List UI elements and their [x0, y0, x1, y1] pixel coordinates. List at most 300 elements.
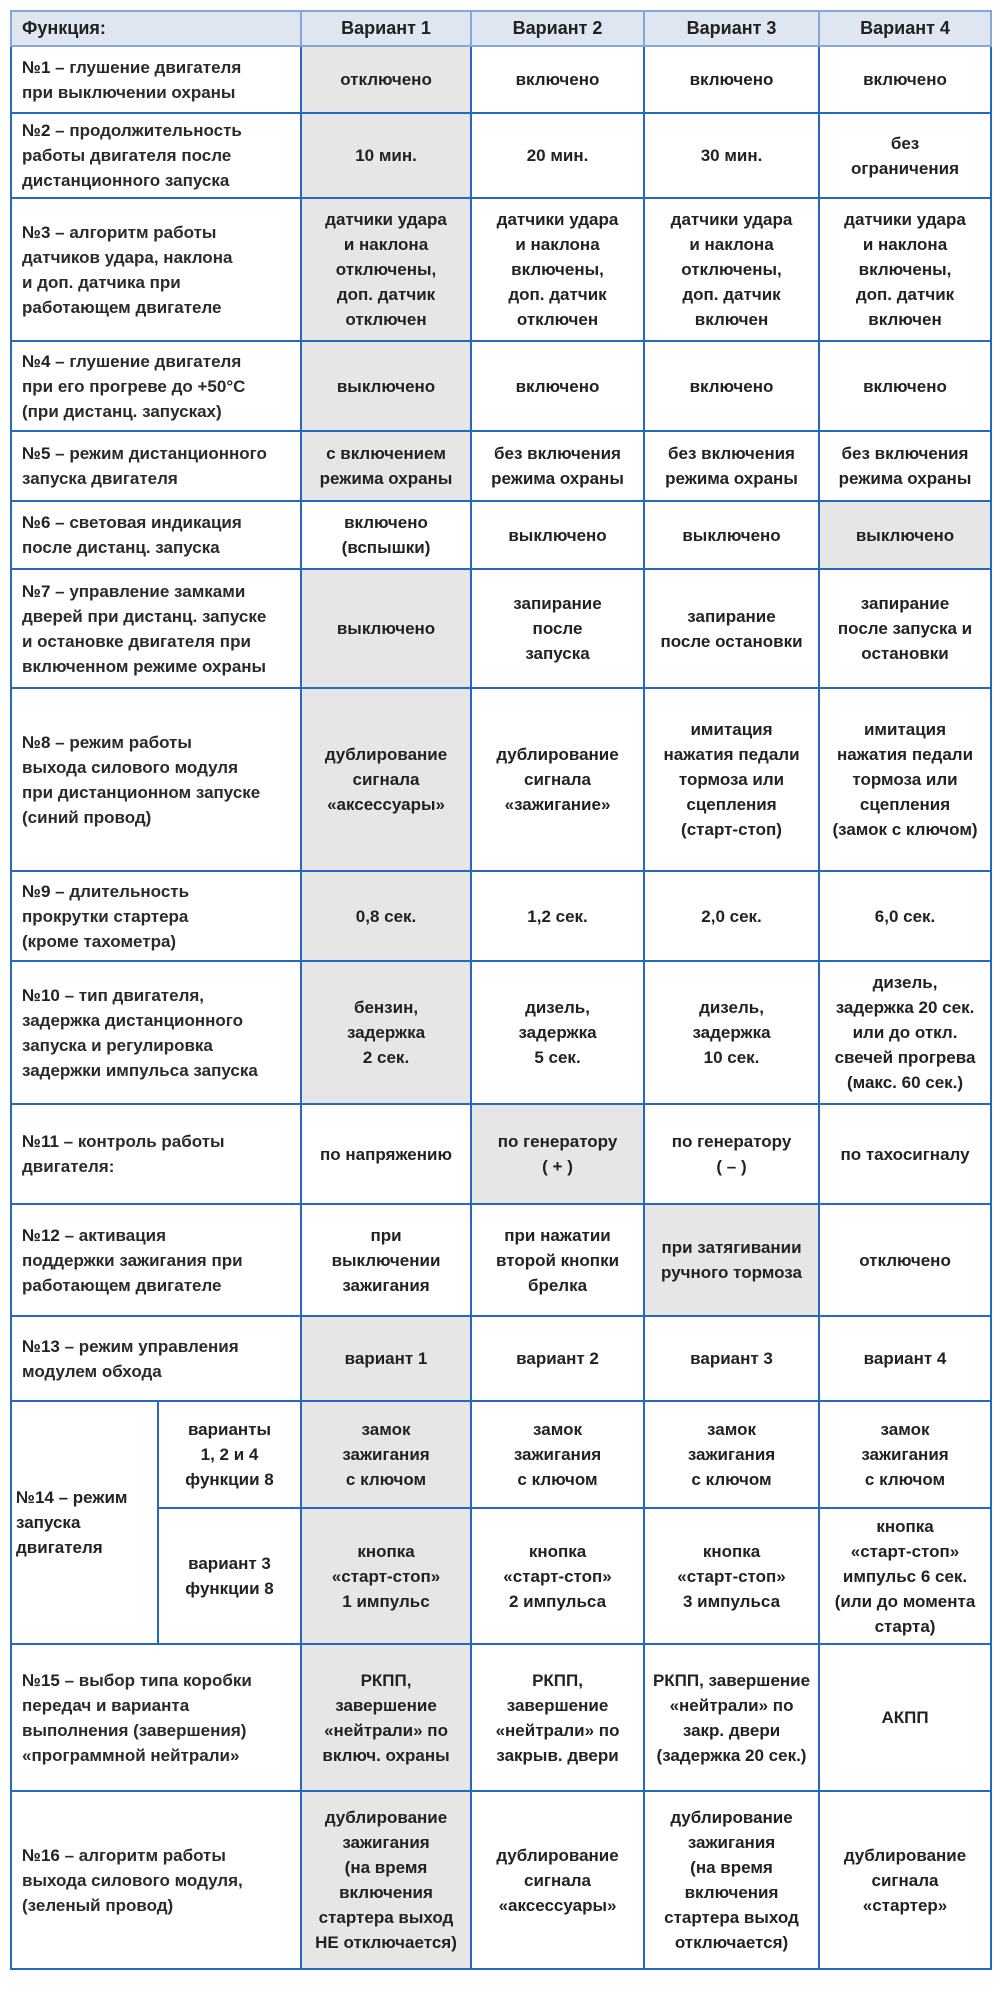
cell-text-line: доп. датчик — [336, 285, 436, 304]
cell-text-line: без включения — [841, 444, 969, 463]
cell-text-line: 6,0 сек. — [874, 906, 936, 926]
cell-text-line: имитация — [690, 720, 773, 739]
cell-text-line: 10 мин. — [355, 146, 417, 165]
function-name-cell — [11, 871, 301, 961]
cell-text-line: «старт-стоп» — [331, 1566, 441, 1586]
cell-text-line: кнопка — [876, 1516, 934, 1536]
column-header-variant-1: Вариант 1 — [301, 11, 471, 46]
variant-2-value-cell — [471, 1316, 644, 1401]
cell-text-line: сцепления — [859, 795, 951, 814]
function-description: задержки импульса запуска — [22, 1060, 258, 1080]
function-description: – алгоритм работы — [55, 222, 217, 242]
function-description: «программной нейтрали» — [22, 1745, 240, 1765]
function-number: №13 — [22, 1336, 60, 1356]
variant-2-value-cell — [471, 1508, 644, 1644]
cell-text-line: или до откл. — [852, 1023, 958, 1042]
function-description-line — [22, 1743, 294, 1768]
function-name-cell — [11, 1204, 301, 1316]
cell-text-line: доп. датчик — [682, 285, 781, 304]
cell-text-line: дизель, — [699, 998, 764, 1017]
variant-1-value-cell — [301, 341, 471, 431]
function-description: – активация — [64, 1225, 167, 1245]
function-row — [11, 569, 991, 688]
variant-2-value-cell — [471, 1644, 644, 1791]
function-description: при дистанционном запуске — [22, 782, 261, 802]
function-description: (при дистанц. запусках) — [22, 401, 222, 421]
variant-2-value-cell — [471, 1104, 644, 1204]
function-number: №5 — [22, 444, 51, 463]
cell-text-line: остановки — [861, 644, 949, 663]
variant-1-value-cell — [301, 113, 471, 198]
function-name-cell — [11, 961, 301, 1104]
function-name-cell — [11, 688, 301, 871]
cell-text-line: ( + ) — [542, 1157, 573, 1176]
sub-condition-cell — [158, 1508, 301, 1644]
cell-text-line: дублирование — [670, 1808, 793, 1827]
variant-4-value-cell — [819, 341, 991, 431]
function-description: (зеленый провод) — [22, 1895, 174, 1915]
function-description: – выбор типа коробки — [64, 1670, 252, 1690]
variant-3-value-cell — [644, 871, 819, 961]
cell-text-line: (или до момента — [834, 1591, 976, 1611]
function-description-line — [22, 1033, 294, 1058]
cell-text-line: задержка 20 сек. — [835, 998, 975, 1017]
function-description-line — [22, 904, 294, 929]
cell-text-line: (макс. 60 сек.) — [846, 1073, 964, 1092]
function-description-line — [22, 1248, 294, 1273]
cell-text-line: функции 8 — [185, 1579, 274, 1598]
function-description: и остановке двигателя при — [22, 631, 251, 651]
function-row — [11, 961, 991, 1104]
cell-text-line: нажатия педали — [836, 745, 974, 764]
cell-text-line: зажигания — [342, 1445, 430, 1464]
function-name-cell — [11, 113, 301, 198]
cell-text-line: стартера выход — [664, 1908, 799, 1927]
function-row-14-sub — [11, 1508, 991, 1644]
cell-text-line: нажатия педали — [663, 745, 800, 764]
function-description-line — [22, 1718, 294, 1743]
cell-text-line: брелка — [527, 1275, 588, 1295]
function-description: двигателя — [16, 1538, 103, 1557]
function-description-line — [22, 143, 294, 168]
variant-1-value-cell — [301, 1401, 471, 1508]
function-description-line — [22, 1129, 294, 1154]
variant-2-value-cell — [471, 1401, 644, 1508]
variant-3-value-cell — [644, 1508, 819, 1644]
variant-3-value-cell — [644, 569, 819, 688]
cell-text-line: включено — [689, 376, 774, 396]
function-description: запуска и регулировка — [22, 1035, 213, 1055]
cell-text-line: вариант 3 — [690, 1349, 773, 1368]
function-description-line — [22, 1693, 294, 1718]
variant-1-value-cell — [301, 688, 471, 871]
function-name-cell — [11, 46, 301, 113]
cell-text-line: задержка — [518, 1023, 597, 1042]
function-name-cell — [11, 431, 301, 501]
cell-text-line: включено — [689, 70, 774, 89]
cell-text-line: 2,0 сек. — [701, 906, 762, 926]
cell-text-line: закр. двери — [682, 1720, 781, 1740]
function-description-line — [22, 730, 294, 755]
cell-text-line: при — [370, 1225, 402, 1245]
variant-4-value-cell — [819, 688, 991, 871]
variant-4-value-cell — [819, 46, 991, 113]
variant-2-value-cell — [471, 431, 644, 501]
function-description: (синий провод) — [22, 807, 152, 827]
function-description: – алгоритм работы — [64, 1845, 226, 1865]
function-number: №15 — [22, 1670, 60, 1690]
cell-text-line: и наклона — [343, 235, 429, 254]
cell-text-line: замок — [361, 1420, 411, 1439]
function-description-line — [22, 983, 294, 1008]
cell-text-line: варианты — [187, 1420, 272, 1439]
variant-2-value-cell — [471, 46, 644, 113]
function-description-line — [22, 1843, 294, 1868]
cell-text-line: включения — [684, 1883, 779, 1902]
cell-text-line: отключены, — [335, 260, 437, 279]
cell-text-line: «старт-стоп» — [850, 1541, 960, 1561]
variant-2-value-cell — [471, 198, 644, 341]
cell-text-line: включены, — [511, 260, 604, 279]
cell-text-line: по генератору — [671, 1132, 792, 1151]
variant-4-value-cell — [819, 569, 991, 688]
cell-text-line: ручного тормоза — [661, 1263, 802, 1282]
cell-text-line: отключен — [516, 310, 599, 329]
function-row — [11, 1104, 991, 1204]
cell-text-line: по напряжению — [320, 1144, 452, 1164]
cell-text-line: «зажигание» — [504, 795, 611, 814]
cell-text-line: кнопка — [357, 1541, 415, 1561]
cell-text-line: сигнала — [352, 770, 420, 789]
function-description-line — [22, 295, 294, 320]
variant-2-value-cell — [471, 113, 644, 198]
function-description-line — [22, 535, 294, 560]
function-description-line — [22, 879, 294, 904]
variant-3-value-cell — [644, 113, 819, 198]
cell-text-line: импульс 6 сек. — [842, 1566, 968, 1586]
cell-text-line: запуска — [525, 644, 590, 663]
function-row — [11, 1644, 991, 1791]
function-description: дистанционного запуска — [22, 171, 230, 190]
cell-text-line: включено — [863, 376, 947, 396]
function-description-line — [22, 1154, 294, 1179]
cell-text-line: при затягивании — [661, 1238, 802, 1257]
cell-text-line: замок — [880, 1420, 930, 1439]
variant-3-value-cell — [644, 198, 819, 341]
function-number: №7 — [22, 581, 51, 601]
variant-2-value-cell — [471, 341, 644, 431]
cell-text-line: доп. датчик — [508, 285, 607, 304]
variant-3-value-cell — [644, 1791, 819, 1969]
function-description: – глушение двигателя — [55, 351, 242, 371]
variant-4-value-cell — [819, 1401, 991, 1508]
cell-text-line: включения — [339, 1883, 433, 1902]
cell-text-line: имитация — [863, 720, 947, 739]
function-description-line — [22, 399, 294, 424]
function-description: запуска двигателя — [22, 469, 178, 488]
cell-text-line: дублирование — [324, 1808, 448, 1827]
cell-text-line: РКПП, — [532, 1670, 583, 1690]
cell-text-line: 20 мин. — [526, 146, 589, 165]
function-description-line — [22, 1058, 294, 1083]
variant-3-value-cell — [644, 1104, 819, 1204]
cell-text-line: отключается) — [674, 1933, 789, 1952]
variant-2-value-cell — [471, 1204, 644, 1316]
function-description-line — [22, 168, 294, 193]
cell-text-line: 3 импульса — [682, 1591, 781, 1611]
cell-text-line: при нажатии — [504, 1225, 611, 1245]
column-header-variant-4: Вариант 4 — [819, 11, 991, 46]
function-description: – продолжительность — [55, 121, 242, 140]
function-description: – режим управления — [64, 1336, 239, 1356]
cell-text-line: датчики удара — [844, 210, 966, 229]
function-number: №9 — [22, 881, 51, 901]
cell-text-line: 0,8 сек. — [355, 906, 417, 926]
function-description: после дистанц. запуска — [22, 538, 220, 557]
function-number: №4 — [22, 351, 51, 371]
cell-text-line: режима охраны — [665, 469, 798, 488]
cell-text-line: датчики удара — [670, 210, 793, 229]
variant-3-value-cell — [644, 341, 819, 431]
function-description: работы двигателя после — [22, 146, 232, 165]
function-number: №10 — [22, 985, 60, 1005]
cell-text-line: выключено — [682, 525, 781, 545]
cell-text-line: замок — [707, 1420, 756, 1439]
function-description-line — [22, 1868, 294, 1893]
cell-text-line: и наклона — [689, 235, 774, 254]
cell-text-line: 1 импульс — [342, 1591, 430, 1611]
cell-text-line: включено — [863, 70, 947, 89]
cell-text-line: 1, 2 и 4 — [200, 1445, 259, 1464]
function-description-line — [22, 1273, 294, 1298]
function-name-cell — [11, 1316, 301, 1401]
function-description: при выключении охраны — [22, 82, 236, 102]
variant-1-value-cell — [301, 1316, 471, 1401]
cell-text-line: режима охраны — [319, 469, 453, 488]
column-header-variant-3: Вариант 3 — [644, 11, 819, 46]
cell-text-line: кнопка — [528, 1541, 587, 1561]
function-name-cell — [11, 198, 301, 341]
variant-4-value-cell — [819, 1104, 991, 1204]
cell-text-line: запирание — [513, 594, 602, 613]
cell-text-line: выключено — [855, 525, 955, 545]
function-description: – контроль работы — [63, 1132, 225, 1151]
cell-text-line: зажигания — [687, 1445, 776, 1464]
cell-text-line: отключены, — [681, 260, 782, 279]
function-description: двигателя: — [22, 1157, 115, 1176]
variant-3-value-cell — [644, 1204, 819, 1316]
cell-text-line: датчики удара — [325, 210, 447, 229]
function-number: №1 — [22, 57, 51, 77]
function-description: работающем двигателе — [22, 297, 222, 317]
cell-text-line: по тахосигналу — [840, 1144, 970, 1164]
cell-text-line: включен — [868, 310, 942, 329]
function-row — [11, 1204, 991, 1316]
function-description-line — [22, 805, 294, 830]
cell-text-line: 2 сек. — [362, 1048, 410, 1067]
variant-2-value-cell — [471, 871, 644, 961]
function-row — [11, 46, 991, 113]
cell-text-line: «аксессуары» — [327, 795, 445, 814]
cell-text-line: 30 мин. — [700, 146, 763, 165]
cell-text-line: (задержка 20 сек.) — [656, 1745, 807, 1765]
function-number: №2 — [22, 121, 51, 140]
cell-text-line: включено — [344, 513, 428, 532]
variant-1-value-cell — [301, 198, 471, 341]
cell-text-line: без — [890, 133, 920, 153]
function-number: №3 — [22, 222, 51, 242]
function-description-line — [22, 245, 294, 270]
cell-text-line: функции 8 — [185, 1470, 274, 1489]
cell-text-line: с ключом — [517, 1470, 598, 1489]
cell-text-line: зажигания — [861, 1445, 949, 1464]
function-description-line — [22, 220, 294, 245]
variant-4-value-cell — [819, 501, 991, 569]
cell-text-line: зажигания — [513, 1445, 602, 1464]
cell-text-line: дублирование — [496, 1845, 619, 1865]
cell-text-line: вариант 4 — [863, 1349, 947, 1368]
variant-4-value-cell — [819, 871, 991, 961]
cell-text-line: включ. охраны — [322, 1745, 450, 1765]
function-name-cell — [11, 1104, 301, 1204]
cell-text-line: без включения — [494, 444, 621, 463]
column-header-function: Функция: — [11, 11, 301, 46]
cell-text-line: зажигания — [342, 1275, 430, 1295]
variant-1-value-cell — [301, 1791, 471, 1969]
function-name-cell — [11, 341, 301, 431]
cell-text-line: завершение — [335, 1695, 437, 1715]
cell-text-line: 2 импульса — [508, 1591, 607, 1611]
variant-1-value-cell — [301, 1104, 471, 1204]
cell-text-line: дизель, — [872, 973, 938, 992]
cell-text-line: задержка — [692, 1023, 771, 1042]
cell-text-line: с включением — [326, 444, 446, 463]
function-row — [11, 341, 991, 431]
cell-text-line: (на время — [690, 1858, 773, 1877]
function-description-line — [22, 349, 294, 374]
variant-1-value-cell — [301, 569, 471, 688]
cell-text-line: включены, — [858, 260, 952, 279]
function-description-line — [22, 654, 294, 679]
cell-text-line: зажигания — [342, 1833, 430, 1852]
function-description: – световая индикация — [55, 513, 242, 532]
cell-text-line: закрыв. двери — [496, 1745, 619, 1765]
function-description-line — [22, 604, 294, 629]
cell-text-line: сигнала — [871, 1870, 939, 1890]
cell-text-line: «нейтрали» по — [324, 1720, 448, 1740]
variant-2-value-cell — [471, 961, 644, 1104]
cell-text-line: РКПП, — [360, 1670, 412, 1690]
function-name-cell — [11, 1791, 301, 1969]
function-row — [11, 1316, 991, 1401]
cell-text-line: «нейтрали» по — [495, 1720, 620, 1740]
variant-3-value-cell — [644, 46, 819, 113]
cell-text-line: старта) — [874, 1616, 936, 1636]
variant-2-value-cell — [471, 1791, 644, 1969]
cell-text-line: ( – ) — [716, 1157, 747, 1176]
cell-text-line: выключении — [331, 1250, 441, 1270]
function-description-line — [22, 55, 294, 80]
column-header-variant-2: Вариант 2 — [471, 11, 644, 46]
variant-4-value-cell — [819, 1644, 991, 1791]
cell-text-line: «старт-стоп» — [677, 1566, 786, 1586]
function-description-line — [22, 80, 294, 105]
cell-text-line: включено — [515, 376, 600, 396]
variant-1-value-cell — [301, 961, 471, 1104]
cell-text-line: выключено — [336, 376, 436, 396]
function-number: №8 — [22, 732, 51, 752]
cell-text-line: НЕ отключается) — [315, 1933, 457, 1952]
cell-text-line: «аксессуары» — [498, 1895, 617, 1915]
function-description: – тип двигателя, — [64, 985, 205, 1005]
variant-4-value-cell — [819, 431, 991, 501]
function-description: – режим работы — [55, 732, 192, 752]
variant-3-value-cell — [644, 501, 819, 569]
function-row — [11, 871, 991, 961]
function-description-line — [22, 270, 294, 295]
function-description-line — [22, 755, 294, 780]
cell-text-line: после запуска и — [837, 619, 973, 638]
cell-text-line: отключен — [345, 310, 427, 329]
cell-text-line: вариант 2 — [516, 1349, 599, 1368]
function-number: №11 — [22, 1132, 59, 1151]
variant-1-value-cell — [301, 871, 471, 961]
function-row — [11, 501, 991, 569]
cell-text-line: дублирование — [496, 745, 619, 764]
variant-1-value-cell — [301, 46, 471, 113]
function-description-line — [22, 1668, 294, 1693]
cell-text-line: сцепления — [686, 795, 777, 814]
variant-4-value-cell — [819, 961, 991, 1104]
function-description-line — [22, 441, 294, 466]
cell-text-line: отключено — [340, 70, 432, 89]
function-description-line — [16, 1485, 151, 1510]
variant-4-value-cell — [819, 1204, 991, 1316]
cell-text-line: (старт-стоп) — [681, 820, 782, 839]
cell-text-line: АКПП — [881, 1708, 929, 1727]
cell-text-line: вариант 3 — [188, 1554, 271, 1573]
variant-3-value-cell — [644, 1401, 819, 1508]
cell-text-line: запирание — [860, 594, 950, 613]
variant-2-value-cell — [471, 501, 644, 569]
function-description: – управление замками — [55, 581, 246, 601]
cell-text-line: дублирование — [324, 745, 448, 764]
function-row — [11, 688, 991, 871]
variant-3-value-cell — [644, 431, 819, 501]
function-description-line — [22, 1359, 294, 1384]
function-description: – длительность — [55, 881, 190, 901]
cell-text-line: стартера выход — [318, 1908, 454, 1927]
function-description: выхода силового модуля — [22, 757, 239, 777]
cell-text-line: с ключом — [691, 1470, 772, 1489]
cell-text-line: «старт-стоп» — [503, 1566, 612, 1586]
function-description: включенном режиме охраны — [22, 656, 267, 676]
variant-4-value-cell — [819, 1316, 991, 1401]
function-description-line — [22, 466, 294, 491]
cell-text-line: «стартер» — [862, 1895, 948, 1915]
variant-3-value-cell — [644, 1316, 819, 1401]
cell-text-line: РКПП, завершение — [652, 1670, 811, 1690]
cell-text-line: и наклона — [862, 235, 948, 254]
cell-text-line: режима охраны — [491, 469, 624, 488]
table-header-row — [11, 11, 991, 46]
function-number: №6 — [22, 513, 51, 532]
variant-1-value-cell — [301, 1644, 471, 1791]
cell-text-line: сигнала — [524, 1870, 591, 1890]
function-name-cell — [11, 569, 301, 688]
function-description: модулем обхода — [22, 1361, 162, 1381]
variant-4-value-cell — [819, 113, 991, 198]
